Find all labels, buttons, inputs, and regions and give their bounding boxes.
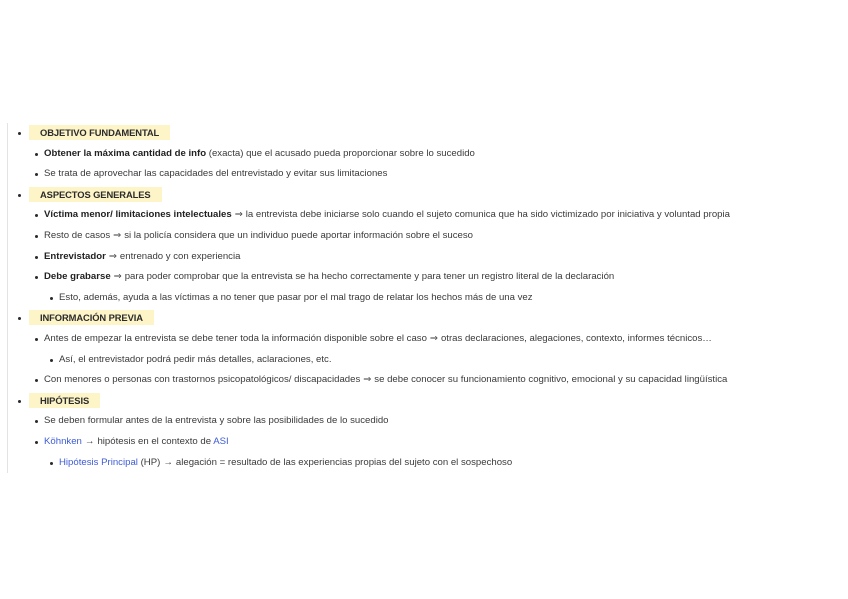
heading-label: OBJETIVO FUNDAMENTAL [29, 125, 170, 140]
arrow-icon: → [163, 456, 173, 468]
heading-label: INFORMACIÓN PREVIA [29, 310, 154, 325]
bullet-icon [35, 379, 38, 382]
heading-label: HIPÓTESIS [29, 393, 100, 408]
section-heading-informacion [0, 308, 848, 329]
bullet-icon [18, 132, 21, 135]
bullet-icon [35, 214, 38, 217]
arrow-icon: ⇒ [108, 250, 117, 262]
list-item: Obtener la máxima cantidad de info (exacta) que el acusado pueda proporcionar sobre lo sucedido [0, 144, 848, 165]
bullet-icon [35, 441, 38, 444]
list-subitem: Esto, además, ayuda a las víctimas a no tener que pasar por el mal trago de relatar los hechos más de una vez [0, 288, 848, 309]
arrow-icon: ⇒ [429, 332, 438, 344]
arrow-icon: ⇒ [113, 229, 122, 241]
section-heading-objetivo [0, 123, 848, 144]
list-item: Con menores o personas con trastornos psicopatológicos/ discapacidades ⇒ se debe conocer su funcionamiento cognitivo, emocional y su capacidad lingüística [0, 370, 848, 391]
bullet-icon [35, 256, 38, 259]
section-heading-aspectos [0, 185, 848, 206]
bullet-icon [18, 400, 21, 403]
list-item: Resto de casos ⇒ si la policía considera que un individuo puede aportar información sobre el suceso [0, 226, 848, 247]
bullet-icon [35, 338, 38, 341]
list-item: Entrevistador ⇒ entrenado y con experiencia [0, 247, 848, 268]
bullet-icon [50, 359, 53, 362]
bullet-icon [35, 420, 38, 423]
list-item: Antes de empezar la entrevista se debe tener toda la información disponible sobre el caso ⇒ otras declaraciones, alegaciones, contexto, informes técnicos… [0, 329, 848, 350]
outline [0, 123, 848, 473]
asi-link[interactable]: ASI [213, 435, 229, 447]
list-subitem: Así, el entrevistador podrá pedir más detalles, aclaraciones, etc. [0, 350, 848, 371]
heading-label: ASPECTOS GENERALES [29, 187, 162, 202]
bullet-icon [35, 173, 38, 176]
arrow-icon: ⇒ [363, 374, 372, 386]
bullet-icon [18, 317, 21, 320]
bullet-icon [35, 153, 38, 156]
bullet-icon [35, 276, 38, 279]
list-item: Se deben formular antes de la entrevista y sobre las posibilidades de lo sucedido [0, 411, 848, 432]
arrow-icon: ⇒ [113, 271, 122, 283]
list-item: Köhnken → hipótesis en el contexto de ASI [0, 432, 848, 453]
bullet-icon [35, 235, 38, 238]
kohnken-link[interactable]: Köhnken [44, 435, 82, 447]
bullet-icon [50, 297, 53, 300]
arrow-icon: ⇒ [234, 209, 243, 221]
list-item: Se trata de aprovechar las capacidades del entrevistado y evitar sus limitaciones [0, 164, 848, 185]
bullet-icon [18, 194, 21, 197]
bullet-icon [50, 462, 53, 465]
list-subitem: Hipótesis Principal (HP) → alegación = resultado de las experiencias propias del sujeto con el sospechoso [0, 453, 848, 474]
arrow-icon: → [84, 435, 95, 447]
section-heading-hipotesis [0, 391, 848, 412]
list-item: Debe grabarse ⇒ para poder comprobar que la entrevista se ha hecho correctamente y para tener un registro literal de la declaración [0, 267, 848, 288]
list-item: Víctima menor/ limitaciones intelectuales ⇒ la entrevista debe iniciarse solo cuando el sujeto comunica que ha sido victimizado por iniciativa y voluntad propia [0, 205, 848, 226]
hipotesis-principal-link[interactable]: Hipótesis Principal [59, 456, 138, 468]
